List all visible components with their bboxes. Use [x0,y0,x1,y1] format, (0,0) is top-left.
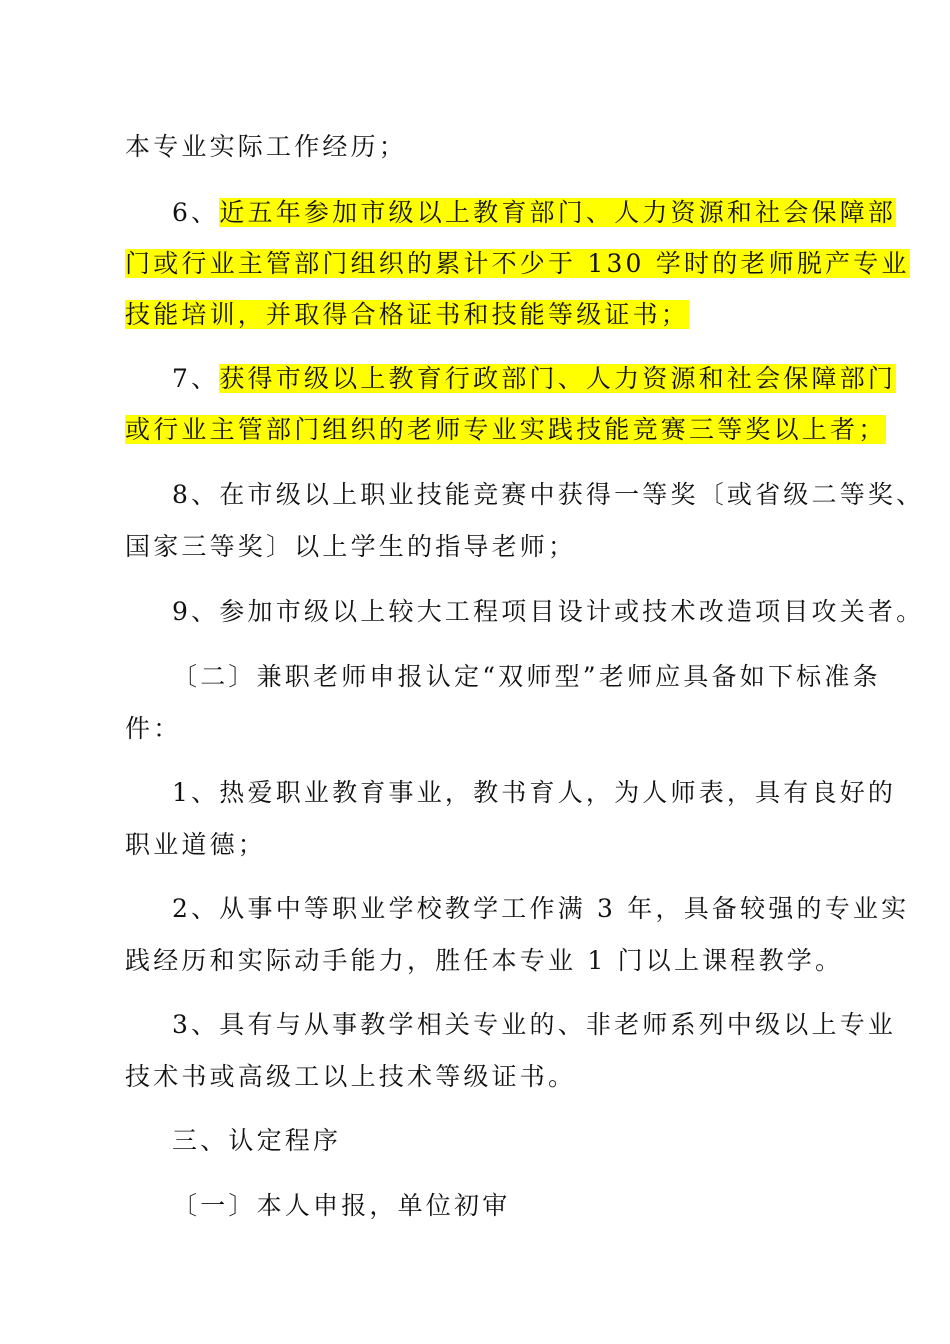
text-line [172,892,909,926]
text-line [125,130,407,164]
line-text: 3、具有与从事教学相关专业的、非老师系列中级以上专业 [172,1010,897,1039]
text-line [125,530,576,564]
text-line [172,660,881,694]
line-text: 国家三等奖〕以上学生的指导老师； [125,532,577,561]
heading-text: 三、认定程序 [172,1126,342,1155]
line-text: 〔二〕兼职老师申报认定“双师型”老师应具备如下标准条 [172,662,881,691]
text-line [125,944,843,978]
text-line [125,828,266,862]
text-line [172,776,896,810]
text-line [125,712,181,746]
text-line-highlighted [125,247,910,281]
highlighted-text: 近五年参加市级以上教育部门、人力资源和社会保障部 [219,198,897,227]
text-line-highlighted [172,196,896,230]
section-heading [172,1124,341,1158]
text-line [172,1008,896,1042]
line-text: 本专业实际工作经历； [125,132,408,161]
line-text: 8、在市级以上职业技能竞赛中获得一等奖〔或省级二等奖、 [172,480,925,509]
line-text: 职业道德； [125,830,267,859]
text-line [172,595,924,629]
text-line-highlighted [172,362,896,396]
heading-text: 〔一〕本人申报，单位初审 [172,1191,511,1220]
text-line [125,1060,576,1094]
subsection-heading [172,1189,510,1223]
line-text: 1、热爱职业教育事业，教书育人，为人师表，具有良好的 [172,778,897,807]
line-text: 2、从事中等职业学校教学工作满 3 年，具备较强的专业实 [172,894,910,923]
list-number: 7、 [172,364,220,393]
line-text: 践经历和实际动手能力，胜任本专业 1 门以上课程教学。 [125,946,844,975]
text-line-highlighted [125,413,886,447]
line-text: 9、参加市级以上较大工程项目设计或技术改造项目攻关者。 [172,597,925,626]
highlighted-text: 获得市级以上教育行政部门、人力资源和社会保障部门 [219,364,897,393]
text-line-highlighted [125,298,689,332]
line-text: 技术书或高级工以上技术等级证书。 [125,1062,577,1091]
list-number: 6、 [172,198,220,227]
highlighted-text: 或行业主管部门组织的老师专业实践技能竞赛三等奖以上者； [125,415,887,444]
highlighted-text: 门或行业主管部门组织的累计不少于 130 学时的老师脱产专业 [125,249,910,278]
line-text: 件： [125,714,182,743]
text-line [172,478,924,512]
highlighted-text: 技能培训，并取得合格证书和技能等级证书； [125,300,690,329]
